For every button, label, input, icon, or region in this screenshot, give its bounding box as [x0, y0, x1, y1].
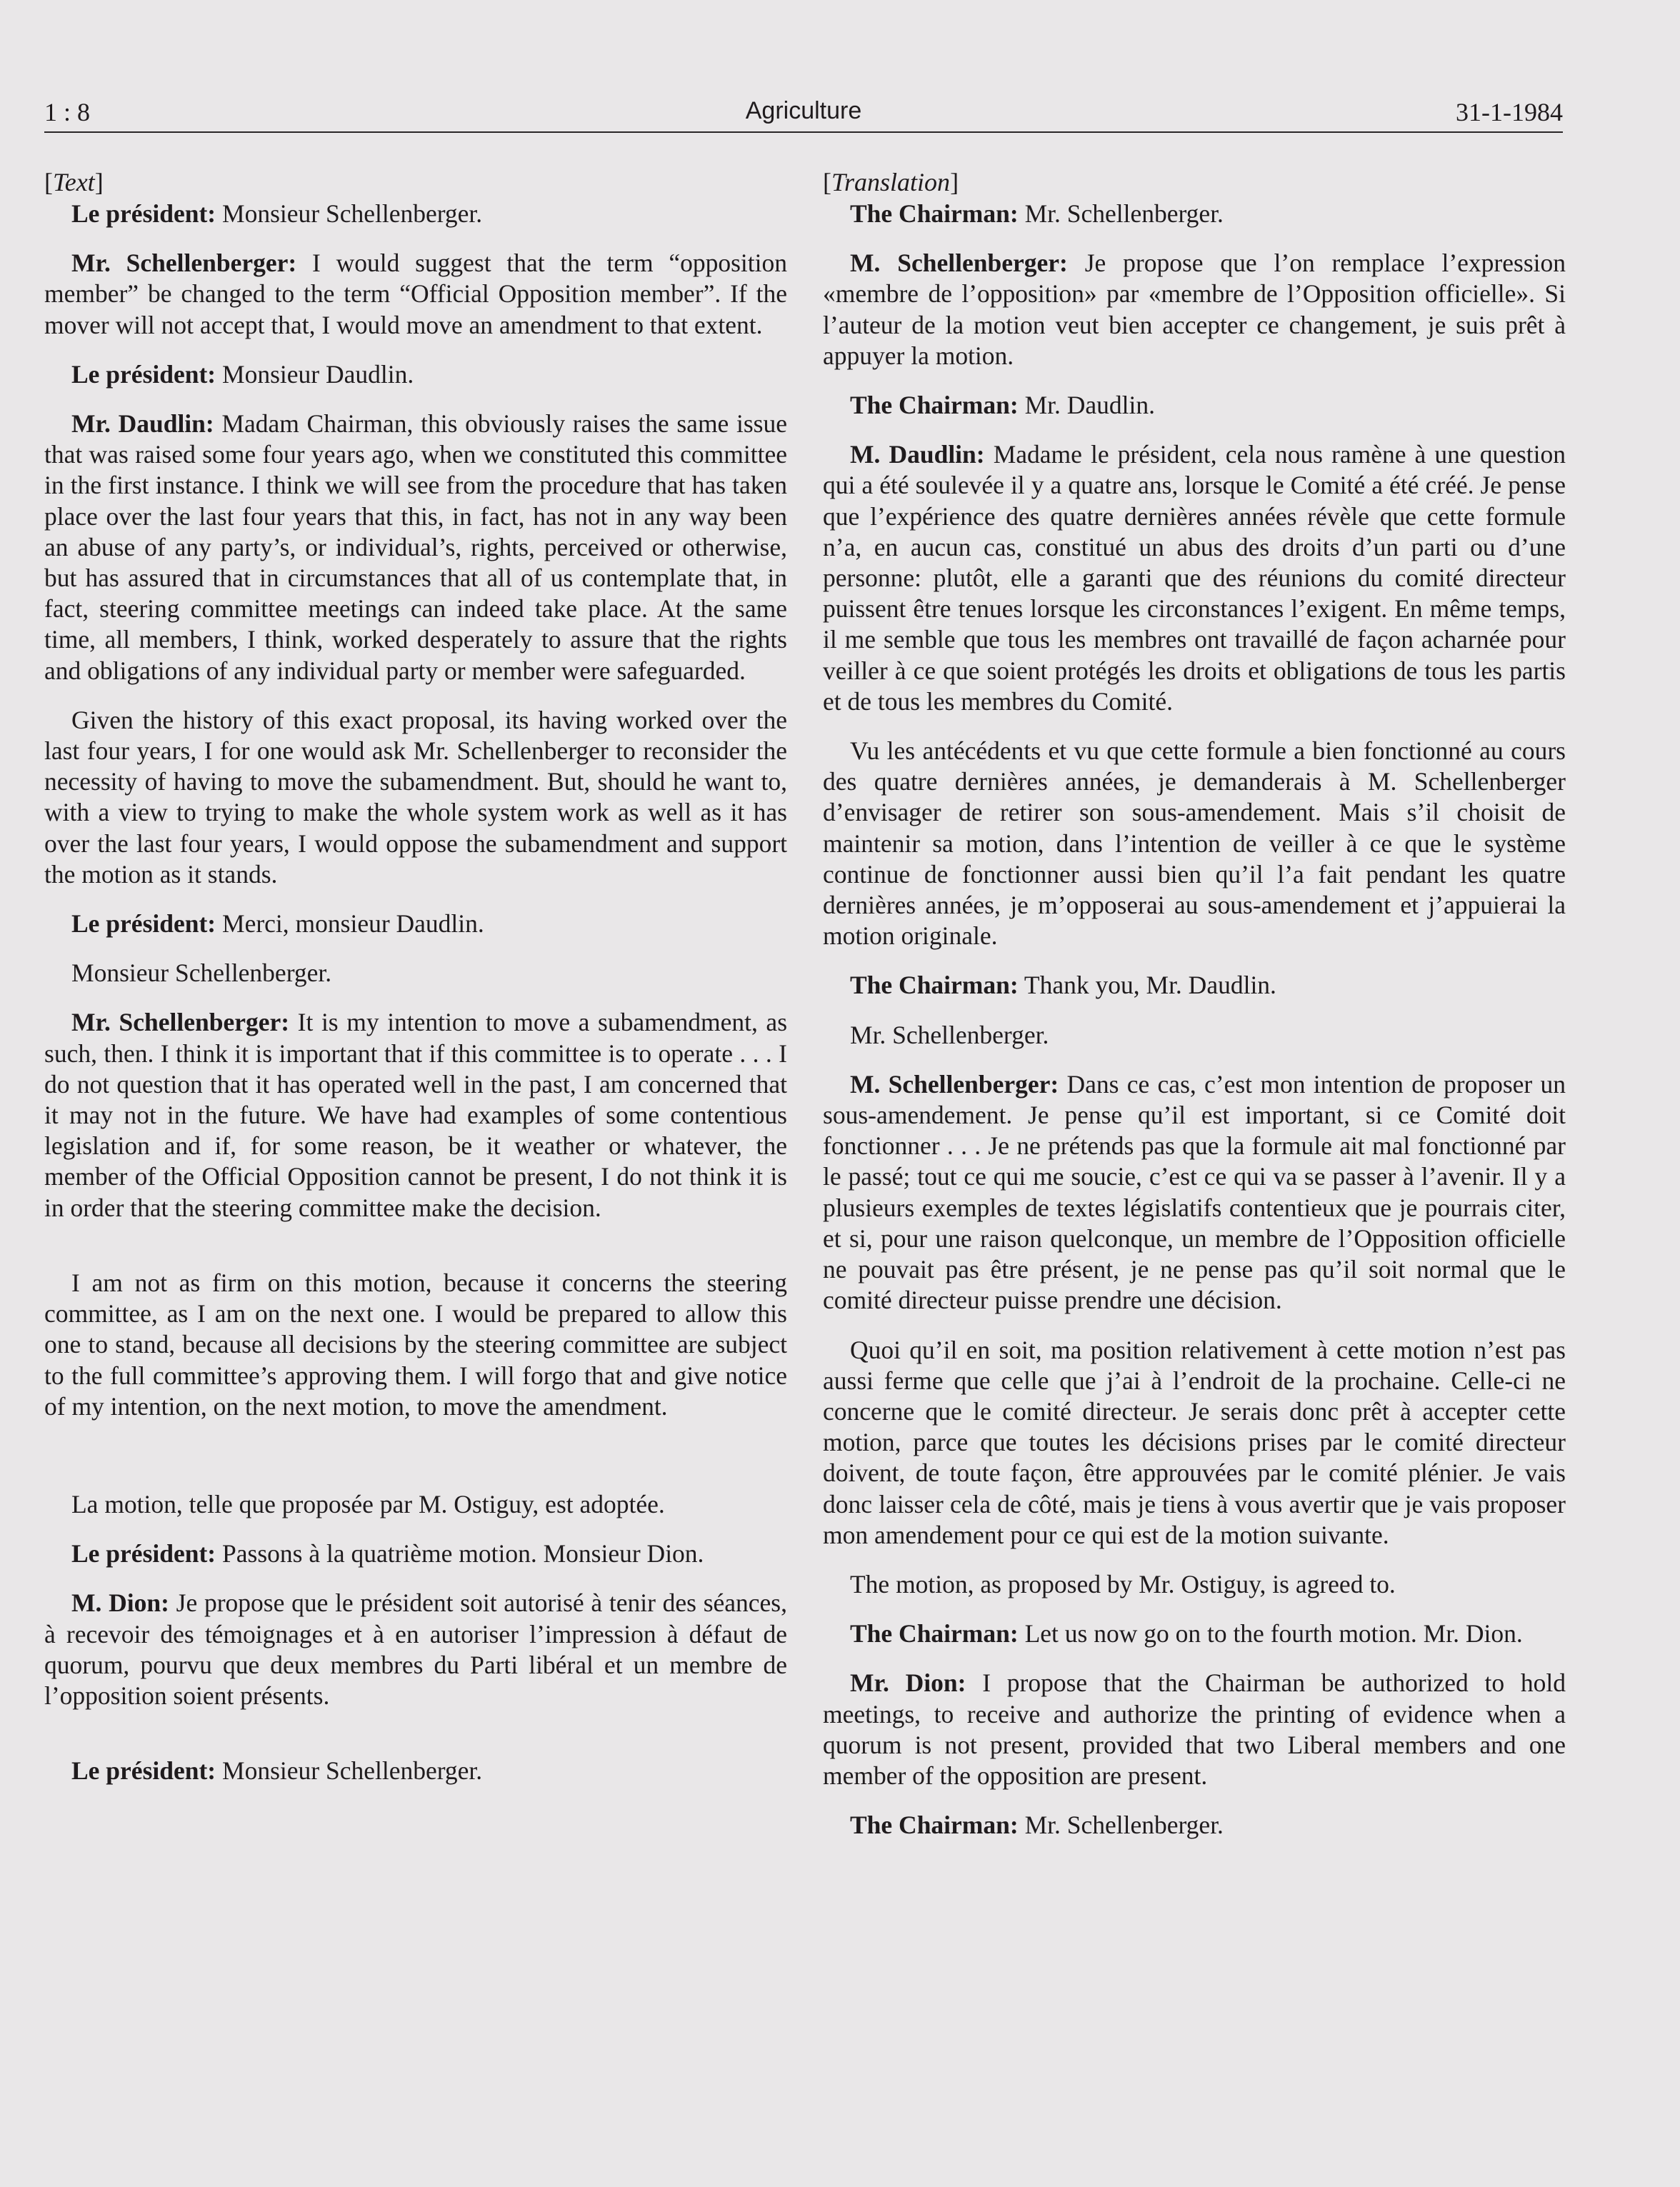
header-title: Agriculture [745, 97, 862, 124]
paragraph: Vu les antécédents et vu que cette formule a bien fonctionné au cours des quatre dernières années, je demanderais à M. Schellenberger d’envisager de retirer son sous-amendement. Mais s’il choisit de maintenir sa motion, dans l’intention de veiller à ce que le système continue de fonctionner aussi bien qu’il l’a fait pendant les quatre dernières années, je m’opposerai au sous-amendement et j’appuierai la motion originale. [823, 736, 1566, 951]
paragraph: Le président: Monsieur Daudlin. [71, 359, 414, 389]
paragraph: Monsieur Schellenberger. [71, 959, 332, 988]
right-column [823, 166, 1566, 1841]
paragraph: Given the history of this exact proposal, its having worked over the last four years, I for one would ask Mr. Schellenberger to reconsider the necessity of having to move the subamendment. But, should he want to, with a view to trying to make the whole system work as well as it has over the last four years, I would oppose the subamendment and support the motion as it stands. [44, 705, 787, 889]
paragraph: Le président: Merci, monsieur Daudlin. [71, 909, 484, 939]
paragraph: Mr. Schellenberger: I would suggest that the term “opposition member” be changed to the term “Official Opposition member”. If the mover will not accept that, I would move an amendment to that extent. [44, 249, 787, 339]
paragraph: M. Dion: Je propose que le président soit autorisé à tenir des séances, à recevoir des témoignages et à en autoriser l’impression à défaut de quorum, pourvu que deux membres du Parti libéral et un membre de l’opposition soient présents. [44, 1588, 787, 1710]
paragraph: The Chairman: Let us now go on to the fourth motion. Mr. Dion. [850, 1619, 1523, 1648]
left-column [44, 166, 787, 1786]
header-date: 31-1-1984 [1456, 98, 1563, 126]
paragraph: Mr. Schellenberger. [850, 1020, 1049, 1049]
paragraph: Mr. Schellenberger: It is my intention to move a subamendment, as such, then. I think it is important that if this committee is to operate . . . I do not question that it has operated well in the past, I am concerned that it may not in the future. We have had examples of some contentious legislation and if, for some reason, be it weather or whatever, the member of the Official Opposition cannot be present, I do not think it is in order that the steering committee make the decision. [44, 1008, 788, 1222]
page-number: 1 : 8 [44, 98, 91, 126]
paragraph: Le président: Monsieur Schellenberger. [71, 1756, 483, 1786]
paragraph: M. Schellenberger: Je propose que l’on remplace l’expression «membre de l’opposition» par «membre de l’Opposition officielle». Si l’auteur de la motion veut bien accepter ce changement, je suis prêt à appuyer la motion. [823, 249, 1566, 370]
column-label: [Text] [44, 168, 104, 196]
paragraph: Mr. Dion: I propose that the Chairman be authorized to hold meetings, to receive and authorize the printing of evidence when a quorum is not present, provided that two Liberal members and one member of the opposition are present. [823, 1668, 1566, 1790]
paragraph: La motion, telle que proposée par M. Ostiguy, est adoptée. [71, 1489, 665, 1518]
paragraph: Quoi qu’il en soit, ma position relativement à cette motion n’est pas aussi ferme que celle que j’ai à l’endroit de la prochaine. Celle-ci ne concerne que le comité directeur. Je serais donc prêt à accepter cette motion, parce que toutes les décisions prises par le comité directeur doivent, de toute façon, être approuvées par le comité plénier. Je vais donc laisser cela de côté, mais je tiens à vous avertir que je vais proposer mon amendement pour ce qui est de la motion suivante. [823, 1335, 1566, 1549]
paragraph: The Chairman: Mr. Schellenberger. [850, 199, 1224, 228]
paragraph: The motion, as proposed by Mr. Ostiguy, is agreed to. [850, 1569, 1396, 1598]
paragraph: The Chairman: Thank you, Mr. Daudlin. [850, 971, 1276, 1000]
paragraph: Le président: Passons à la quatrième motion. Monsieur Dion. [71, 1539, 704, 1568]
paragraph: The Chairman: Mr. Daudlin. [850, 391, 1156, 420]
paragraph: I am not as firm on this motion, because it concerns the steering committee, as I am on the next one. I would be prepared to allow this one to stand, because all decisions by the steering committee are subject to the full committee’s approving them. I will forgo that and give notice of my intention, on the next motion, to move the amendment. [44, 1268, 787, 1421]
paragraph: M. Schellenberger: Dans ce cas, c’est mon intention de proposer un sous-amendement. Je pense qu’il est important, si ce Comité doit fonctionner . . . Je ne prétends pas que la formule ait mal fonctionné par le passé; tout ce qui me soucie, c’est ce qui va se passer à l’avenir. Il y a plusieurs exemples de textes législatifs contentieux que je pourrais citer, et si, pour une raison quelconque, un membre de l’Opposition officielle ne pouvait pas être présent, je ne pense pas qu’il soit normal que le comité directeur puisse prendre une décision. [823, 1069, 1566, 1315]
paragraph: Mr. Daudlin: Madam Chairman, this obviously raises the same issue that was raised some four years ago, when we constituted this committee in the first instance. I think we will see from the procedure that has taken place over the last four years that this, in fact, has not in any way been an abuse of any party’s, or individual’s, rights, perceived or otherwise, but has assured that in circumstances that all of us contemplate that, in fact, steering committee meetings can indeed take place. At the same time, all members, I think, worked desperately to assure that the rights and obligations of any individual party or member were safeguarded. [44, 409, 787, 685]
paragraph: Le président: Monsieur Schellenberger. [71, 199, 483, 228]
column-label: [Translation] [823, 168, 959, 196]
page-header [44, 91, 1563, 133]
paragraph: M. Daudlin: Madame le président, cela nous ramène à une question qui a été soulevée il y a quatre ans, lorsque le Comité a été créé. Je pense que l’expérience des quatre dernières années révèle que cette formule n’a, en aucun cas, constitué un abus des droits d’un parti ou d’une personne: plutôt, elle a garanti que des réunions du comité directeur puissent être tenues lorsque les circonstances l’exigent. En même temps, il me semble que tous les membres ont travaillé de façon acharnée pour veiller à ce que soient protégés les droits et obligations de tous les partis et de tous les membres du Comité. [823, 440, 1566, 716]
paragraph: The Chairman: Mr. Schellenberger. [850, 1811, 1224, 1840]
